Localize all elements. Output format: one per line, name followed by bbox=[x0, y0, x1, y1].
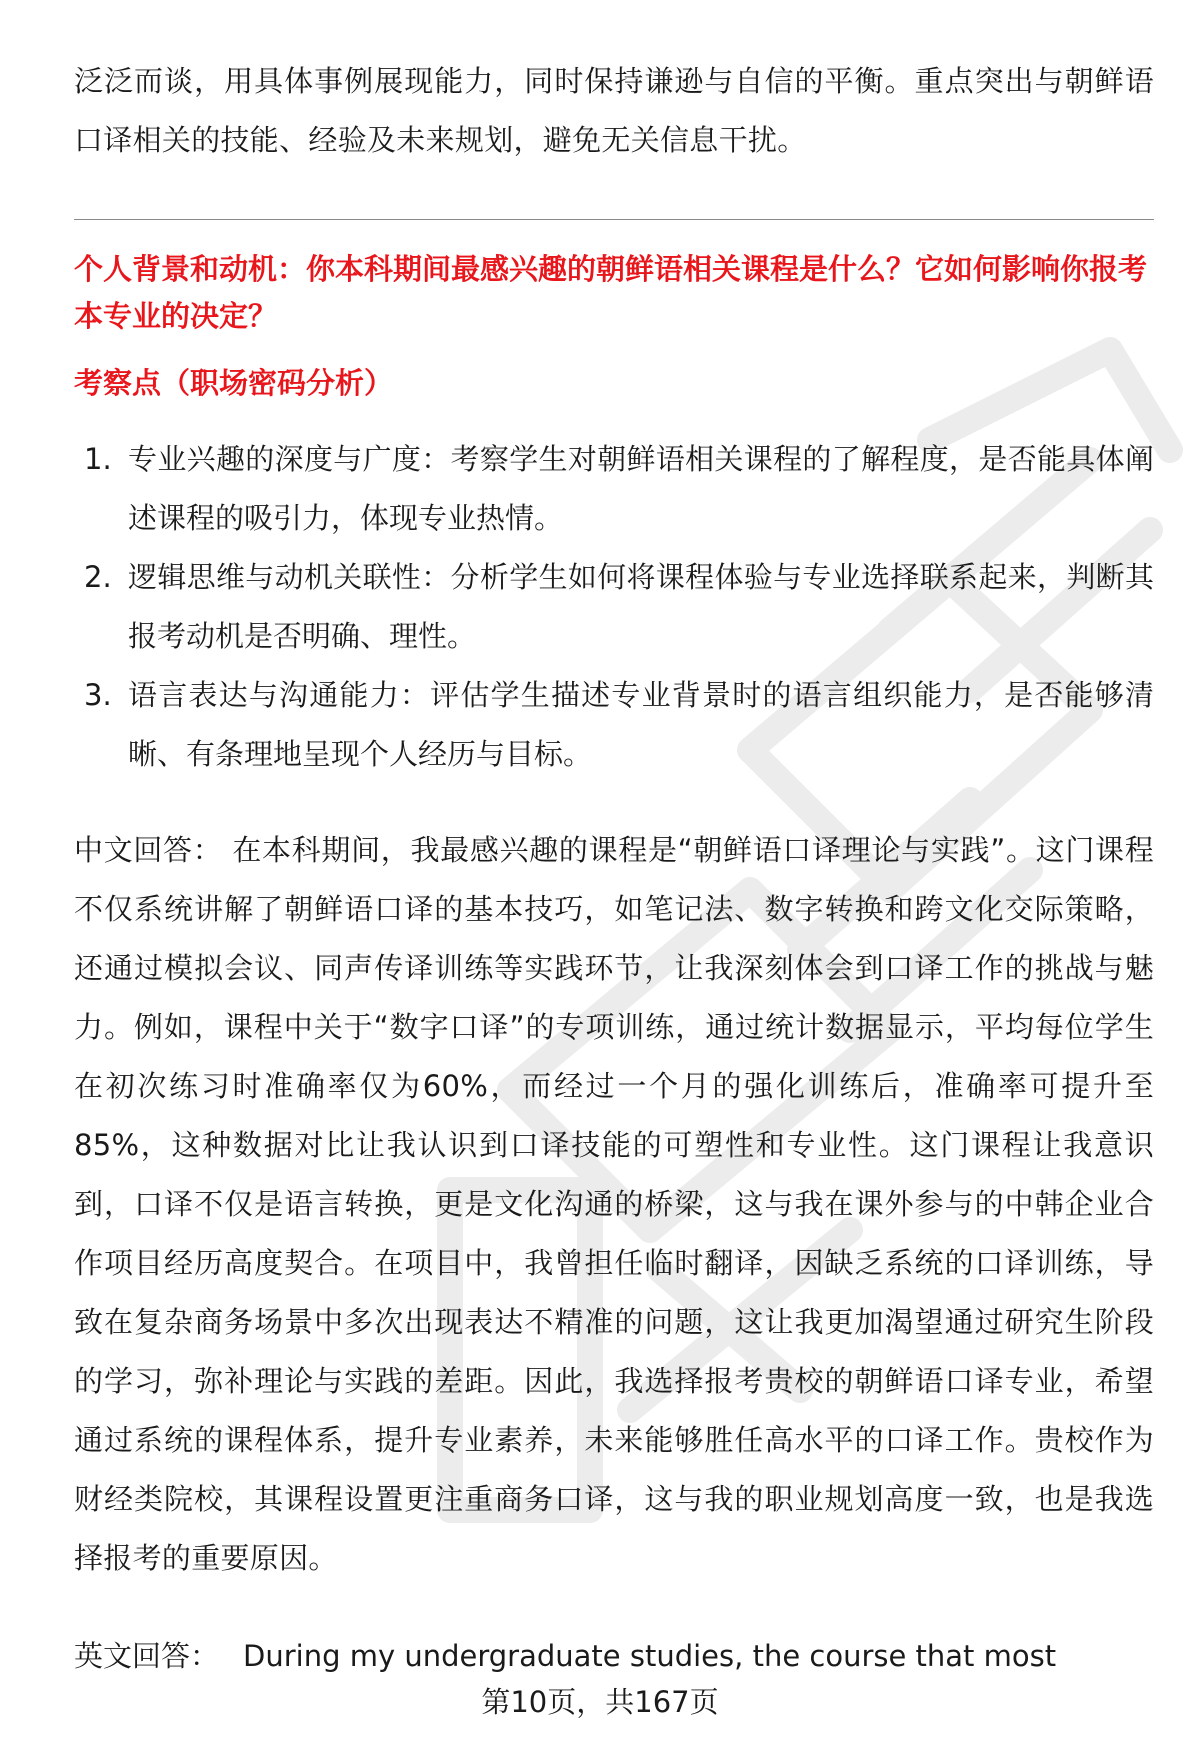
english-answer-text: During my undergraduate studies, the course that most bbox=[243, 1639, 1057, 1673]
page-number-footer: 第10页，共167页 bbox=[481, 1685, 719, 1719]
question-heading: 个人背景和动机：你本科期间最感兴趣的朝鲜语相关课程是什么？它如何影响你报考本专业的决定？ bbox=[74, 252, 1148, 333]
point-number: 1. bbox=[84, 442, 112, 476]
point-text: 语言表达与沟通能力：评估学生描述专业背景时的语言组织能力，是否能够清晰、有条理地呈现个人经历与目标。 bbox=[128, 678, 1154, 771]
point-number: 2. bbox=[84, 560, 112, 594]
section-divider bbox=[74, 219, 1154, 220]
intro-paragraph: 泛泛而谈，用具体事例展现能力，同时保持谦逊与自信的平衡。重点突出与朝鲜语口译相关的技能、经验及未来规划，避免无关信息干扰。 bbox=[74, 64, 1154, 157]
point-number: 3. bbox=[84, 678, 112, 712]
analysis-title: 考察点（职场密码分析） bbox=[74, 366, 394, 400]
analysis-points-list bbox=[74, 430, 1154, 784]
analysis-point-1 bbox=[74, 430, 1154, 548]
english-answer-label: 英文回答： bbox=[74, 1639, 220, 1673]
point-text: 专业兴趣的深度与广度：考察学生对朝鲜语相关课程的了解程度，是否能具体阐述课程的吸引力，体现专业热情。 bbox=[128, 442, 1154, 535]
point-text: 逻辑思维与动机关联性：分析学生如何将课程体验与专业选择联系起来，判断其报考动机是否明确、理性。 bbox=[128, 560, 1154, 653]
analysis-point-2 bbox=[74, 548, 1154, 666]
chinese-answer-paragraph: 中文回答： 在本科期间，我最感兴趣的课程是“朝鲜语口译理论与实践”。这门课程不仅系统讲解了朝鲜语口译的基本技巧，如笔记法、数字转换和跨文化交际策略，还通过模拟会议、同声传译训练等实践环节，让我深刻体会到口译工作的挑战与魅力。例如，课程中关于“数字口译”的专项训练，通过统计数据显示，平均每位学生在初次练习时准确率仅为60%，而经过一个月的强化训练后，准确率可提升至85%，这种数据对比让我认识到口译技能的可塑性和专业性。这门课程让我意识到，口译不仅是语言转换，更是文化沟通的桥梁，这与我在课外参与的中韩企业合作项目经历高度契合。在项目中，我曾担任临时翻译，因缺乏系统的口译训练，导致在复杂商务场景中多次出现表达不精准的问题，这让我更加渴望通过研究生阶段的学习，弥补理论与实践的差距。因此，我选择报考贵校的朝鲜语口译专业，希望通过系统的课程体系，提升专业素养，未来能够胜任高水平的口译工作。贵校作为财经类院校，其课程设置更注重商务口译，这与我的职业规划高度一致，也是我选择报考的重要原因。 bbox=[74, 833, 1154, 1575]
analysis-point-3 bbox=[74, 666, 1154, 784]
